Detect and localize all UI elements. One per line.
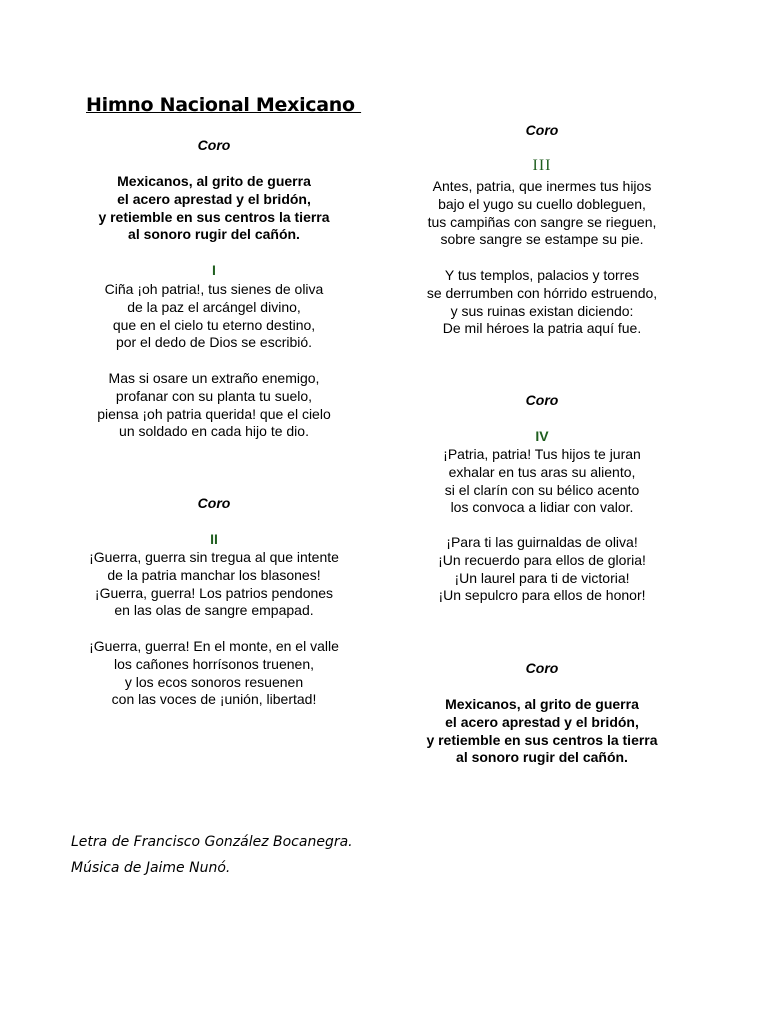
verse-line: los convoca a lidiar con valor. [450,499,634,516]
stanza-verse [392,534,692,605]
verse-line: Ciña ¡oh patria!, tus sienes de oliva [104,281,324,297]
stanza-numeral: I [212,262,216,278]
verse-line: ¡Guerra, guerra! En el monte, en el valle [89,638,339,654]
stanza-numeral: II [210,531,218,547]
chorus-stanza [392,696,692,767]
verse-line: que en el cielo tu eterno destino, [112,316,316,333]
verse-line: con las voces de ¡unión, libertad! [111,691,317,708]
verse-line: Mexicanos, al grito de guerra [117,173,311,189]
stanza-verse [392,267,692,338]
chorus-heading: Coro [525,122,559,138]
verse-line: el acero aprestad y el bridón, [445,713,639,730]
verse-line: Mas si osare un extraño enemigo, [108,370,320,386]
chorus-stanza [64,173,364,244]
verse-line: Mexicanos, al grito de guerra [445,696,639,712]
stanza-verse [392,446,692,517]
verse-line: De mil héroes la patria aquí fue. [442,320,642,337]
stanza-verse [64,281,364,352]
verse-line: profanar con su planta tu suelo, [115,387,313,404]
verse-line: el acero aprestad y el bridón, [117,190,311,207]
page-title: Himno Nacional Mexicano [86,94,362,116]
music-credit: Música de Jaime Nunó. [71,860,231,876]
verse-line: un soldado en cada hijo te dio. [119,423,309,440]
verse-line: en las olas de sangre empapad. [114,602,314,619]
verse-line: ¡Un sepulcro para ellos de honor! [438,587,646,604]
verse-line: y los ecos sonoros resuenen [124,673,304,690]
verse-line: Antes, patria, que inermes tus hijos [432,178,652,194]
verse-line: y sus ruinas existan diciendo: [450,302,634,319]
verse-line: al sonoro rugir del cañón. [128,226,300,243]
lyrics-credit: Letra de Francisco González Bocanegra. [71,834,353,850]
chorus-heading: Coro [197,137,231,153]
stanza-numeral: III [532,157,552,174]
stanza-verse [64,549,364,620]
verse-line: ¡Un laurel para ti de victoria! [454,569,630,586]
verse-line: ¡Patria, patria! Tus hijos te juran [443,446,641,462]
verse-line: tus campiñas con sangre se rieguen, [427,213,657,230]
verse-line: de la patria manchar los blasones! [107,566,321,583]
credits [71,829,353,881]
verse-line: piensa ¡oh patria querida! que el cielo [97,405,331,422]
verse-line: si el clarín con su bélico acento [444,481,640,498]
stanza-numeral: IV [535,428,549,444]
verse-line: ¡Un recuerdo para ellos de gloria! [438,551,646,568]
verse-line: los cañones horrísonos truenen, [113,655,314,672]
verse-line: sobre sangre se estampe su pie. [440,231,644,248]
verse-line: ¡Guerra, guerra sin tregua al que intente [89,549,339,565]
verse-line: y retiemble en sus centros la tierra [98,208,330,225]
chorus-heading: Coro [525,392,559,408]
verse-line: se derrumben con hórrido estruendo, [426,284,658,301]
chorus-heading: Coro [525,660,559,676]
verse-line: exhalar en tus aras su aliento, [448,463,636,480]
chorus-heading: Coro [197,495,231,511]
verse-line: ¡Guerra, guerra! Los patrios pendones [94,584,334,601]
verse-line: por el dedo de Dios se escribió. [115,334,313,351]
stanza-verse [64,638,364,709]
stanza-verse [392,178,692,249]
verse-line: bajo el yugo su cuello dobleguen, [438,195,646,212]
verse-line: Y tus templos, palacios y torres [444,267,640,283]
verse-line: al sonoro rugir del cañón. [456,749,628,766]
verse-line: de la paz el arcángel divino, [127,298,301,315]
stanza-verse [64,370,364,441]
verse-line: ¡Para ti las guirnaldas de oliva! [446,534,638,550]
verse-line: y retiemble en sus centros la tierra [426,731,658,748]
